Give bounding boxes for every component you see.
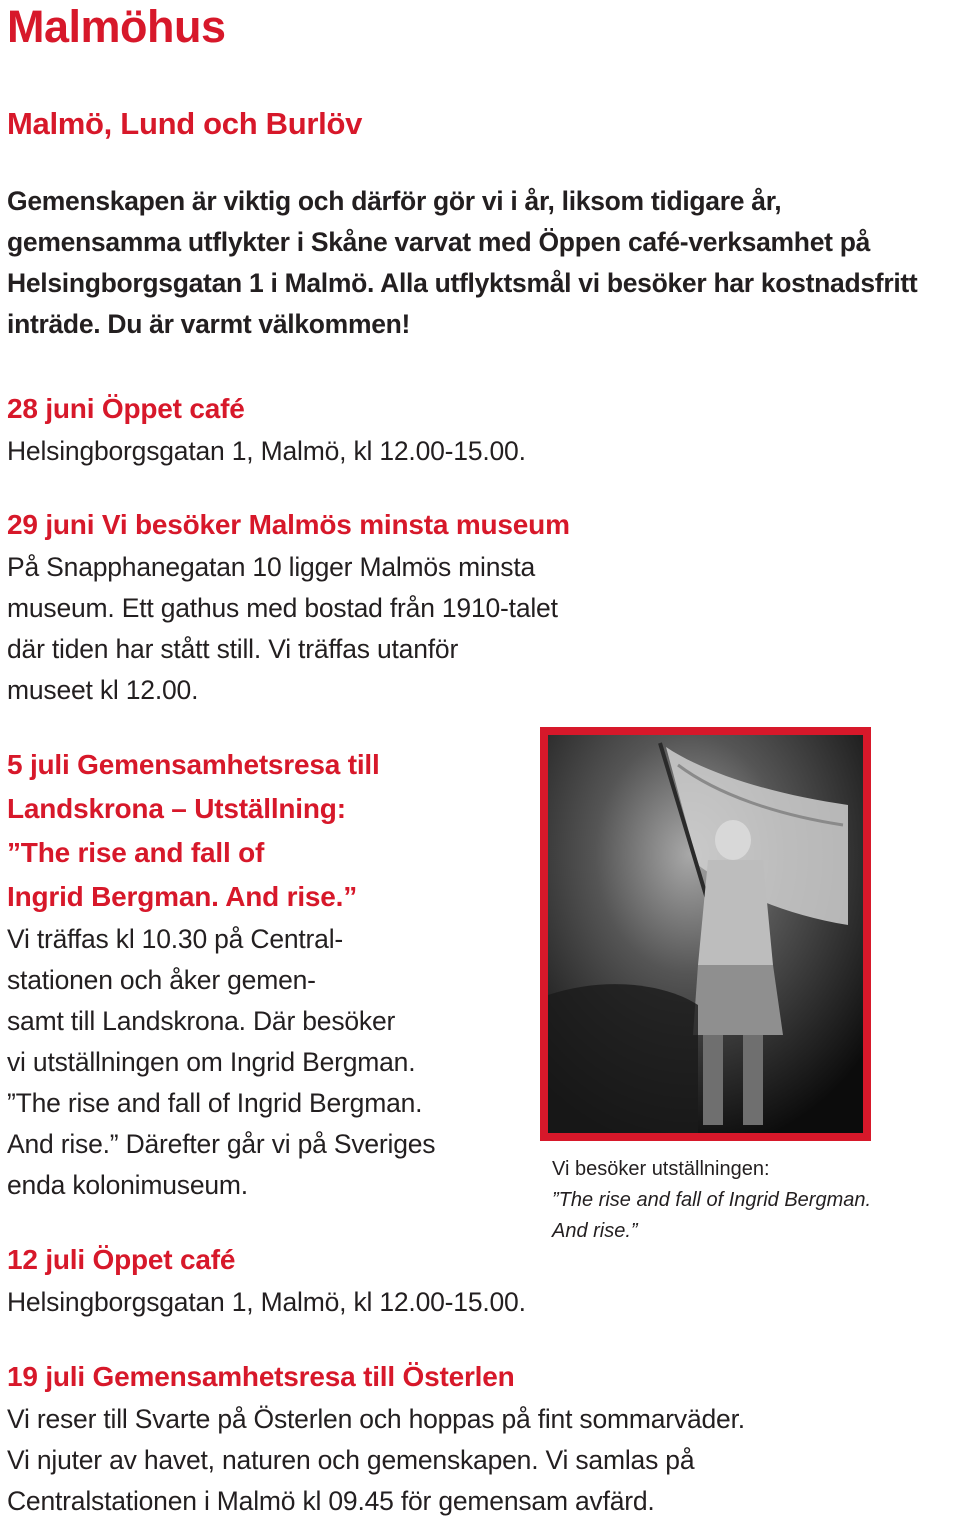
event-text-line: ”The rise and fall of Ingrid Bergman. [7, 1088, 423, 1118]
event-text-line: Vi träffas kl 10.30 på Central- [7, 924, 344, 954]
event-text-line: På Snapphanegatan 10 ligger Malmös minsta [7, 552, 536, 582]
event-text-line: Centralstationen i Malmö kl 09.45 för gemensam avfärd. [7, 1486, 655, 1516]
event-title-line: ”The rise and fall of [7, 837, 265, 868]
event-text-line: samt till Landskrona. Där besöker [7, 1006, 396, 1036]
event-title-line: Landskrona – Utställning: [7, 793, 346, 824]
event-text: Helsingborgsgatan 1, Malmö, kl 12.00-15.00. [7, 436, 526, 466]
page-title: Malmöhus [7, 1, 226, 52]
event-text-line: där tiden har stått still. Vi träffas utanför [7, 634, 459, 664]
event-title-line: Ingrid Bergman. And rise.” [7, 881, 358, 912]
section-title: Malmö, Lund och Burlöv [7, 106, 363, 141]
event-text [7, 547, 687, 711]
event-title: 19 juli Gemensamhetsresa till Österlen [7, 1361, 515, 1392]
event-29-juni [7, 503, 687, 711]
event-text-line: stationen och åker gemen- [7, 965, 316, 995]
photo-caption [552, 1154, 952, 1247]
event-text-line: Vi reser till Svarte på Österlen och hoppas på fint sommarväder. [7, 1404, 745, 1434]
event-text [7, 919, 527, 1206]
event-text-line: museet kl 12.00. [7, 675, 199, 705]
ingrid-bergman-photo [548, 735, 863, 1133]
event-text: Helsingborgsgatan 1, Malmö, kl 12.00-15.00. [7, 1287, 526, 1317]
event-title-line: 5 juli Gemensamhetsresa till [7, 749, 380, 780]
event-title: 29 juni Vi besöker Malmös minsta museum [7, 509, 570, 540]
event-5-juli [7, 743, 527, 1206]
event-text-line: And rise.” Därefter går vi på Sveriges [7, 1129, 436, 1159]
event-text-line: Vi njuter av havet, naturen och gemenskapen. Vi samlas på [7, 1445, 695, 1475]
event-title: 12 juli Öppet café [7, 1244, 236, 1275]
event-text-line: enda kolonimuseum. [7, 1170, 248, 1200]
event-title [7, 743, 527, 919]
event-text [7, 1399, 957, 1522]
event-19-juli [7, 1355, 957, 1522]
event-28-juni [7, 387, 947, 472]
caption-line: And rise.” [552, 1220, 638, 1242]
intro-paragraph: Gemenskapen är viktig och därför gör vi i år, liksom tidigare år, gemensamma utflykter i Skåne varvat med Öppen café-verksamhet på Helsingborgsgatan 1 i Malmö. Alla utflyktsmål vi besöker har kostnadsfritt inträde. Du är varmt välkommen! [7, 186, 918, 339]
event-title: 28 juni Öppet café [7, 393, 245, 424]
event-text-line: vi utställningen om Ingrid Bergman. [7, 1047, 416, 1077]
caption-line: ”The rise and fall of Ingrid Bergman. [552, 1189, 872, 1211]
event-12-juli [7, 1238, 707, 1323]
photo-frame [540, 727, 871, 1141]
event-text-line: museum. Ett gathus med bostad från 1910-talet [7, 593, 558, 623]
caption-line: Vi besöker utställningen: [552, 1158, 770, 1180]
